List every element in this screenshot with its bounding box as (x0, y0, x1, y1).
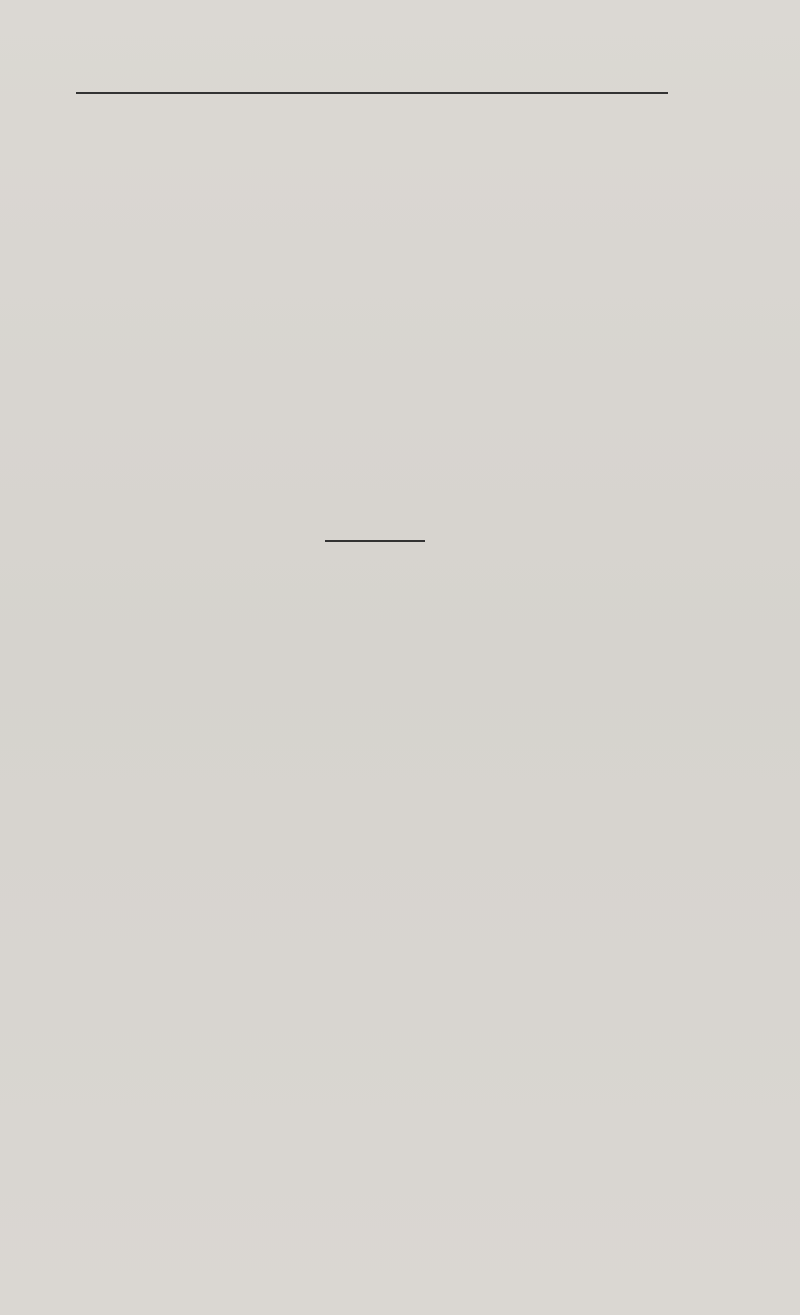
page-header (76, 52, 670, 92)
section-separator (325, 540, 425, 542)
header-rule (76, 92, 668, 94)
